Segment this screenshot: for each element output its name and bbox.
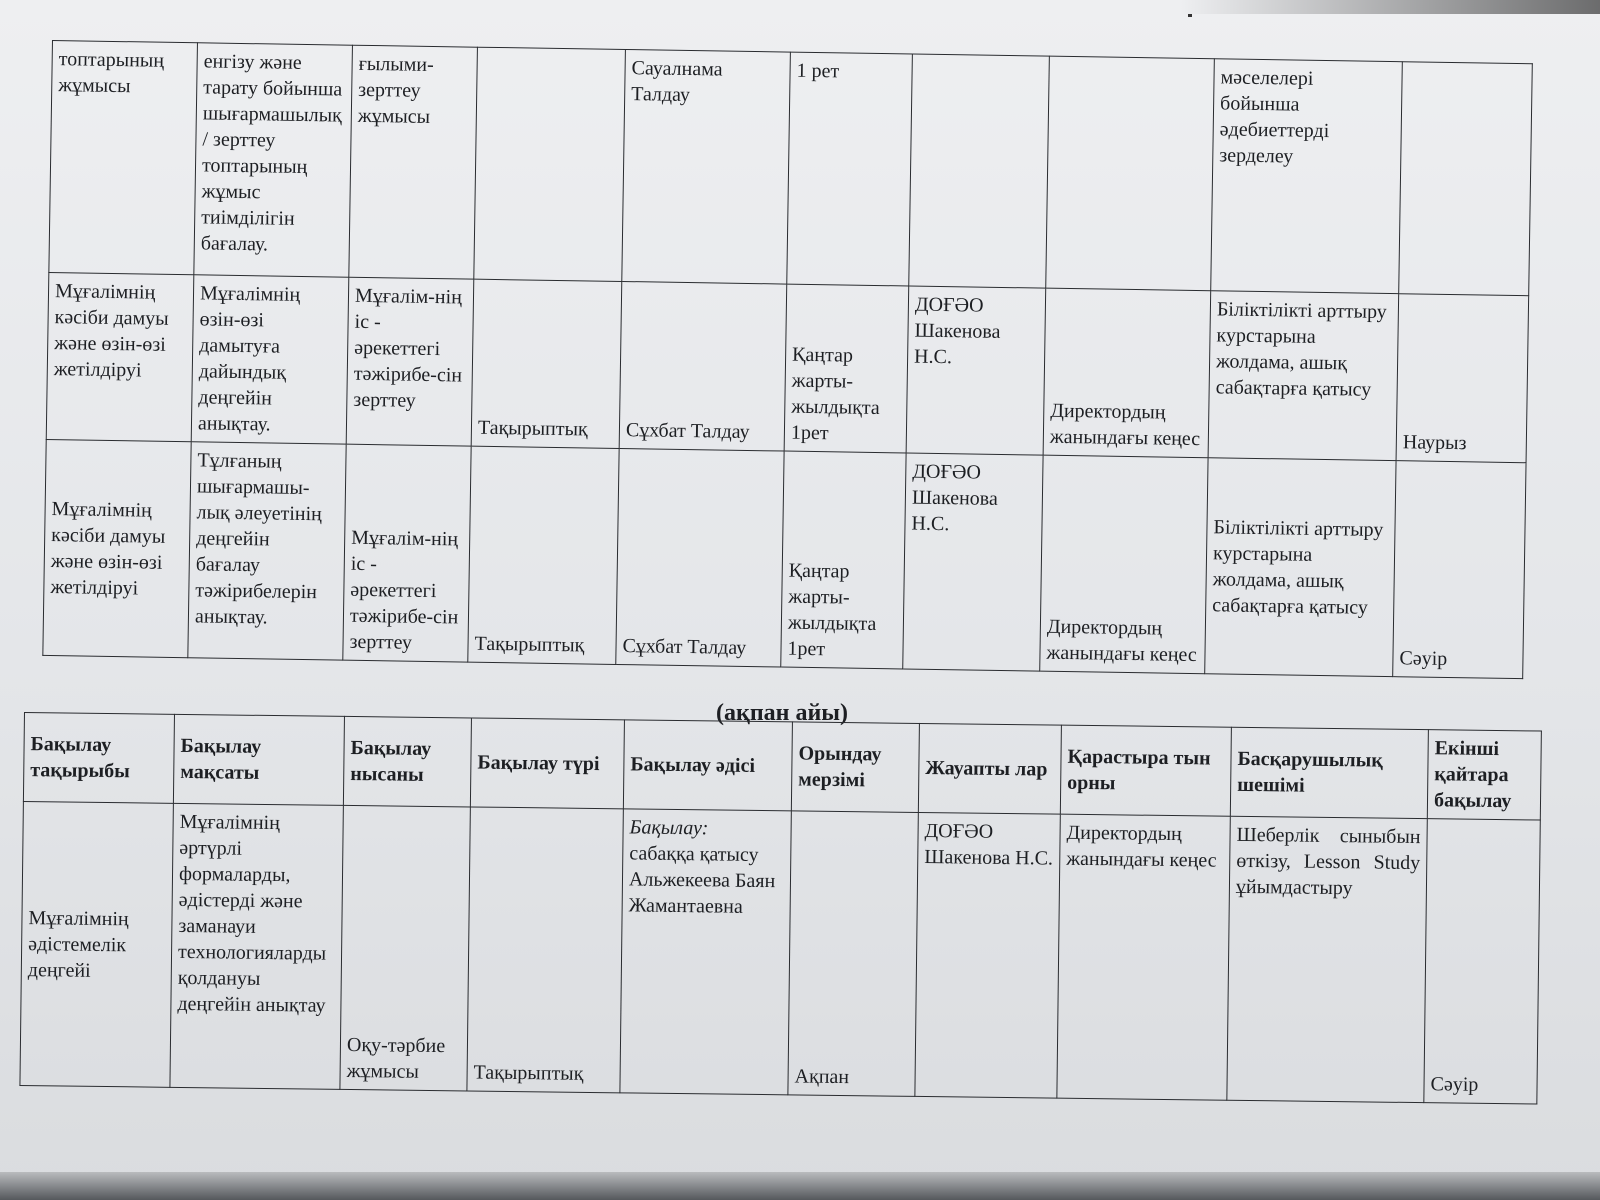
- table-cell-deadline: Ақпан: [788, 811, 918, 1097]
- column-header: Бақылау мақсаты: [173, 714, 344, 805]
- table-cell: Қаңтар жарты-жылдықта 1рет: [784, 284, 909, 453]
- table-cell: Директордың жанындағы кеңес: [1043, 288, 1211, 458]
- table-cell: ғылыми-зерттеу жұмысы: [349, 45, 478, 279]
- table-cell-responsible: ДОҒӘО Шакенова Н.С.: [915, 812, 1060, 1098]
- table-cell: [1046, 56, 1215, 291]
- table-cell: Қаңтар жарты-жылдықта 1рет: [781, 451, 906, 669]
- column-header: Қарастыра тын орны: [1060, 725, 1231, 816]
- table-row: [43, 439, 1526, 678]
- column-header: Орындау мерзімі: [791, 722, 919, 813]
- table-row: [49, 41, 1532, 296]
- table-cell: Мұғалімнің өзін-өзі дамытуға дайындық деңгейін анықтау.: [191, 275, 349, 444]
- table-cell: [909, 54, 1050, 288]
- table-cell-decision: Шеберлік сыныбын өткізу, Lesson Study ұйымдастыру: [1227, 816, 1427, 1102]
- table-cell: Сауалнама Талдау: [622, 50, 791, 285]
- photo-shadow-bottom: [0, 1172, 1600, 1200]
- table-cell: Тақырыптық: [468, 446, 619, 664]
- table-cell-object: Оқу-тәрбие жұмысы: [340, 805, 470, 1091]
- table-cell: ДОҒӘО Шакенова Н.С.: [903, 453, 1043, 671]
- column-header: Басқарушылық шешімі: [1230, 727, 1428, 818]
- table-cell: ДОҒӘО Шакенова Н.С.: [906, 286, 1046, 455]
- column-header: Жауапты лар: [918, 723, 1061, 814]
- plan-table-february: [19, 712, 1541, 1105]
- table-row: [46, 272, 1528, 462]
- method-label: Бақылау:: [629, 816, 709, 840]
- table-cell: Наурыз: [1396, 294, 1529, 463]
- table-cell: Мұғалім-нің іс - әрекеттегі тәжірибе-сін зерттеу: [346, 277, 474, 446]
- table-cell: Тақырыптық: [471, 279, 622, 448]
- table-cell: 1 рет: [787, 52, 913, 286]
- table-cell-recheck: Сәуір: [1424, 819, 1540, 1104]
- table-row: [20, 801, 1540, 1104]
- table-cell: Мұғалімнің кәсіби дамуы және өзін-өзі жетілдіруі: [43, 439, 191, 657]
- table-cell: [474, 47, 626, 281]
- column-header: Бақылау нысаны: [343, 716, 471, 807]
- table-cell: Мұғалім-нің іс - әрекеттегі тәжірибе-сін зерттеу: [343, 444, 471, 662]
- table-cell: Сұхбат Талдау: [616, 448, 784, 667]
- table-cell: топтарының жұмысы: [49, 41, 198, 275]
- table-cell: Тұлғаның шығармашы-лық әлеуетінің деңгейін бағалау тәжірибелерін анықтау.: [188, 442, 346, 660]
- table-cell-method: [620, 809, 791, 1095]
- table-cell: Біліктілікті арттыру курстарына жолдама, ашық сабақтарға қатысу: [1205, 458, 1396, 677]
- section-heading: (ақпан айы): [716, 700, 849, 726]
- column-header: Бақылау әдісі: [623, 720, 792, 811]
- pen-mark: [1188, 14, 1192, 17]
- table-cell: Біліктілікті арттыру курстарына жолдама, ашық сабақтарға қатысу: [1208, 291, 1399, 461]
- table-cell: енгізу және тарату бойынша шығармашылық / зерттеу топтарының жұмыс тиімділігін бағалау.: [194, 43, 353, 277]
- table-cell: [1399, 62, 1533, 296]
- table-cell-topic: Мұғалімнің әдістемелік деңгейі: [20, 801, 173, 1087]
- table-cell: Директордың жанындағы кеңес: [1040, 455, 1208, 674]
- plan-table-continued: [42, 40, 1532, 679]
- table-cell: Сәуір: [1393, 461, 1526, 679]
- table-cell-place: Директордың жанындағы кеңес: [1057, 814, 1230, 1100]
- column-header: Бақылау тақырыбы: [23, 713, 174, 804]
- method-text: сабаққа қатысу Альжекеева Баян Жамантаевна: [628, 842, 776, 918]
- table-cell: Мұғалімнің кәсіби дамуы және өзін-өзі жетілдіруі: [46, 272, 194, 441]
- column-header: Екінші қайтара бақылау: [1427, 730, 1541, 820]
- table-cell-type: Тақырыптық: [467, 807, 623, 1093]
- table-cell: Сұхбат Талдау: [619, 281, 787, 451]
- column-header: Бақылау түрі: [470, 718, 624, 809]
- table-cell-goal: Мұғалімнің әртүрлі формаларды, әдістерді және заманауи технологияларды қолдануы деңгейін анықтау: [170, 803, 343, 1089]
- table-cell: мәселелері бойынша әдебиеттерді зерделеу: [1211, 59, 1403, 294]
- photo-shadow-top: [1180, 0, 1600, 14]
